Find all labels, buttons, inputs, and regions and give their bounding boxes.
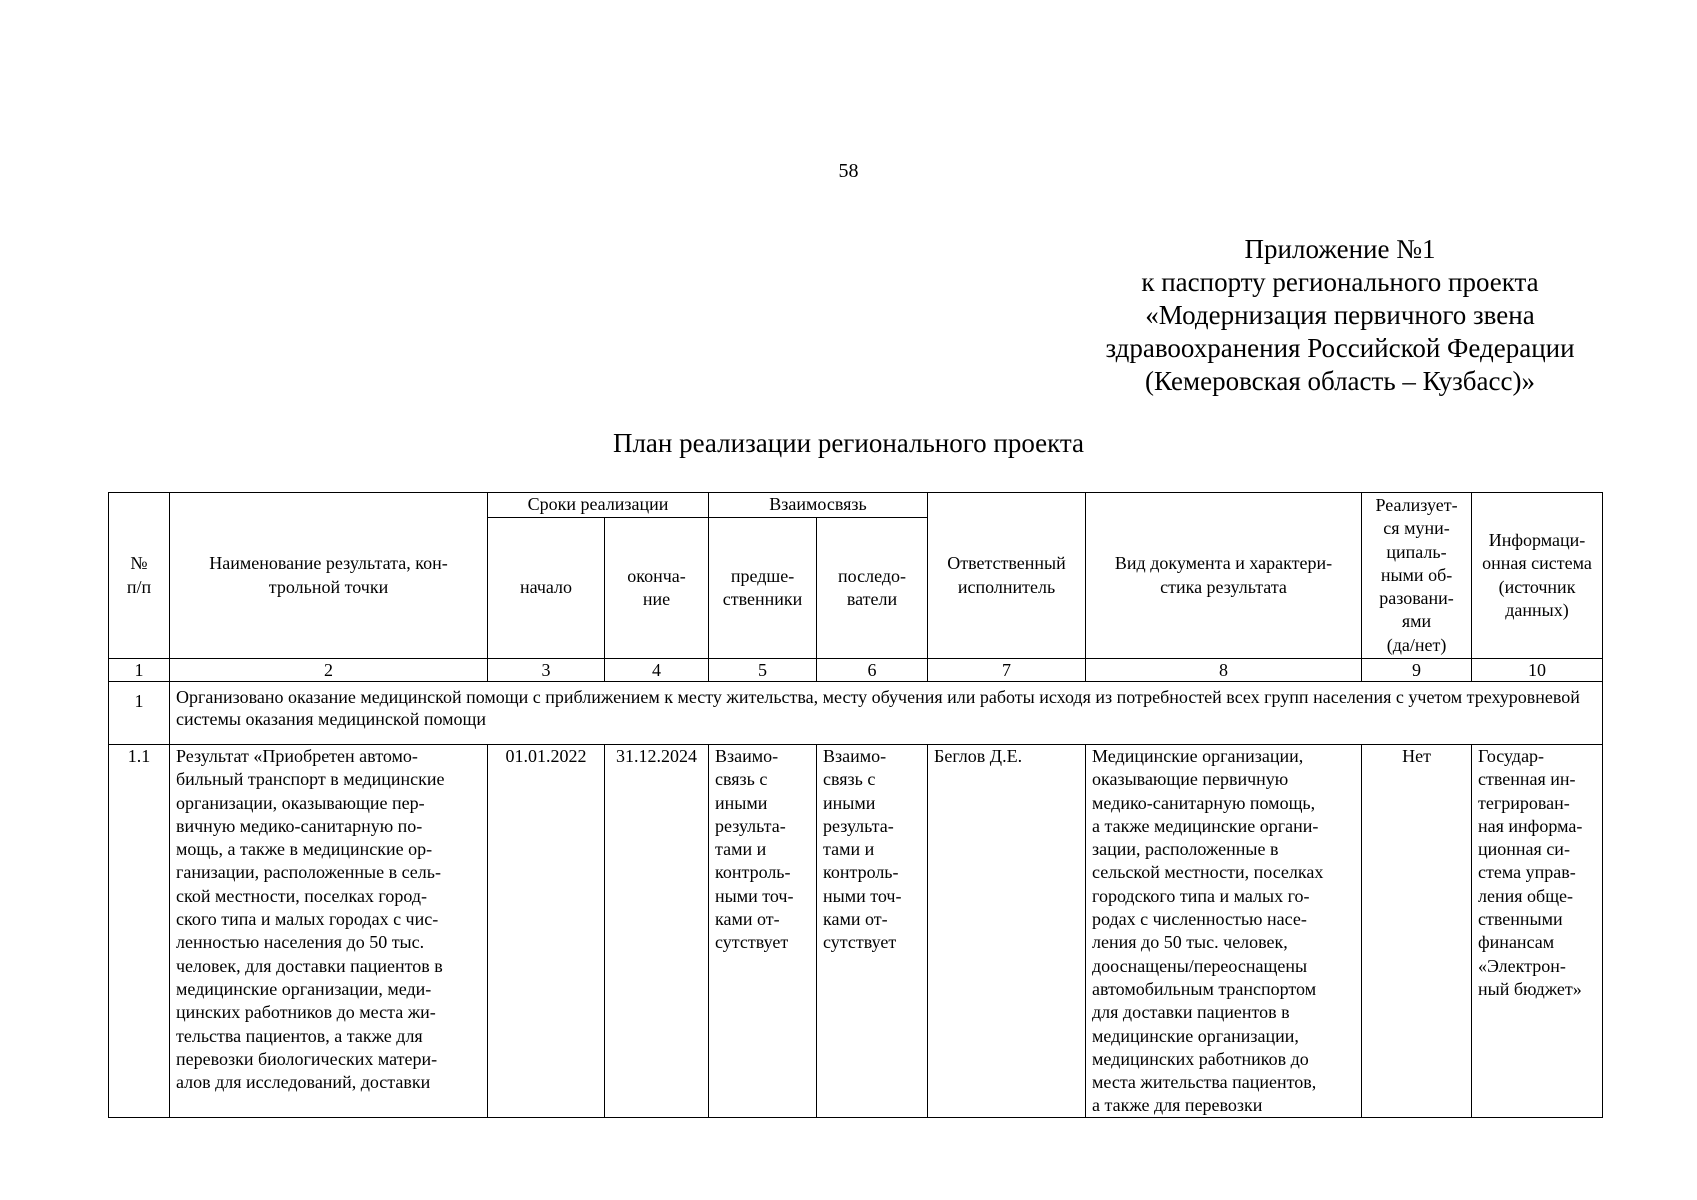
column-number: 5 <box>709 659 817 682</box>
header-doc-type: Вид документа и характери- стика результата <box>1086 493 1362 659</box>
plan-table <box>108 492 1603 1118</box>
header-terms: Сроки реализации <box>488 493 709 518</box>
section-text: Организовано оказание медицинской помощи с приближением к месту жительства, месту обучения или работы исходя из потребностей всех групп населения с учетом трехуровневой системы оказания медицинской помощи <box>170 682 1603 745</box>
row-start-date: 01.01.2022 <box>488 745 605 1118</box>
page-number: 58 <box>838 160 859 182</box>
row-document: Медицинские организации, оказывающие первичную медико-санитарную помощь, а также медицинские органи- зации, расположенные в сельской местности, поселках городского типа и малых го- родах с численностью насе- ления до 50 тыс. человек, дооснащены/переоснащены автомобильным транспортом для доставки пациентов в медицинские организации, медицинских работников до места жительства пациентов, а также для перевозки <box>1086 745 1362 1118</box>
column-number: 8 <box>1086 659 1362 682</box>
row-number: 1.1 <box>109 745 170 1118</box>
header-info-system: Информаци- онная система (источник данных) <box>1472 493 1603 659</box>
row-municipal: Нет <box>1362 745 1472 1118</box>
header-end: оконча- ние <box>605 518 709 659</box>
column-number: 3 <box>488 659 605 682</box>
column-number: 9 <box>1362 659 1472 682</box>
row-responsible: Беглов Д.Е. <box>928 745 1086 1118</box>
row-name: Результат «Приобретен автомо- бильный транспорт в медицинские организации, оказывающие пер- вичную медико-санитарную по- мощь, а также в медицинские ор- ганизации, расположенные в сель- ской местности, поселках город- ского типа и малых городах с чис- ленностью населения до 50 тыс. человек, для доставки пациентов в медицинские организации, меди- цинских работников до места жи- тельства пациентов, а также для перевозки биологических матери- алов для исследований, доставки <box>170 745 488 1118</box>
header-num: № п/п <box>109 493 170 659</box>
column-number: 2 <box>170 659 488 682</box>
appendix-line: «Модернизация первичного звена <box>1145 300 1535 330</box>
header-successors: последо- ватели <box>817 518 928 659</box>
appendix-line: к паспорту регионального проекта <box>1141 267 1539 297</box>
column-number: 6 <box>817 659 928 682</box>
column-number: 7 <box>928 659 1086 682</box>
row-info-system: Государ- ственная ин- тегрирован- ная информа- ционная си- стема управ- ления обще- ственными финансам «Электрон- ный бюджет» <box>1472 745 1603 1118</box>
header-municipal: Реализует- ся муни- ципаль- ными об- разовани- ями (да/нет) <box>1362 493 1472 659</box>
header-relation: Взаимосвязь <box>709 493 928 518</box>
column-number: 4 <box>605 659 709 682</box>
column-number: 1 <box>109 659 170 682</box>
appendix-line: (Кемеровская область – Кузбасс)» <box>1145 366 1535 396</box>
appendix-heading <box>1070 233 1610 398</box>
row-predecessors: Взаимо- связь с иными результа- тами и контроль- ными точ- ками от- сутствует <box>709 745 817 1118</box>
section-number: 1 <box>109 682 170 745</box>
appendix-line: здравоохранения Российской Федерации <box>1105 333 1575 363</box>
header-responsible: Ответственный исполнитель <box>928 493 1086 659</box>
header-name: Наименование результата, кон- трольной точки <box>170 493 488 659</box>
row-successors: Взаимо- связь с иными результа- тами и контроль- ными точ- ками от- сутствует <box>817 745 928 1118</box>
header-predecessors: предше- ственники <box>709 518 817 659</box>
column-numbers-row <box>109 659 1603 682</box>
row-end-date: 31.12.2024 <box>605 745 709 1118</box>
table-row <box>109 745 1603 1118</box>
header-start: начало <box>488 518 605 659</box>
appendix-line: Приложение №1 <box>1244 234 1436 264</box>
column-number: 10 <box>1472 659 1603 682</box>
plan-title: План реализации регионального проекта <box>612 428 1085 458</box>
section-row <box>109 682 1603 745</box>
